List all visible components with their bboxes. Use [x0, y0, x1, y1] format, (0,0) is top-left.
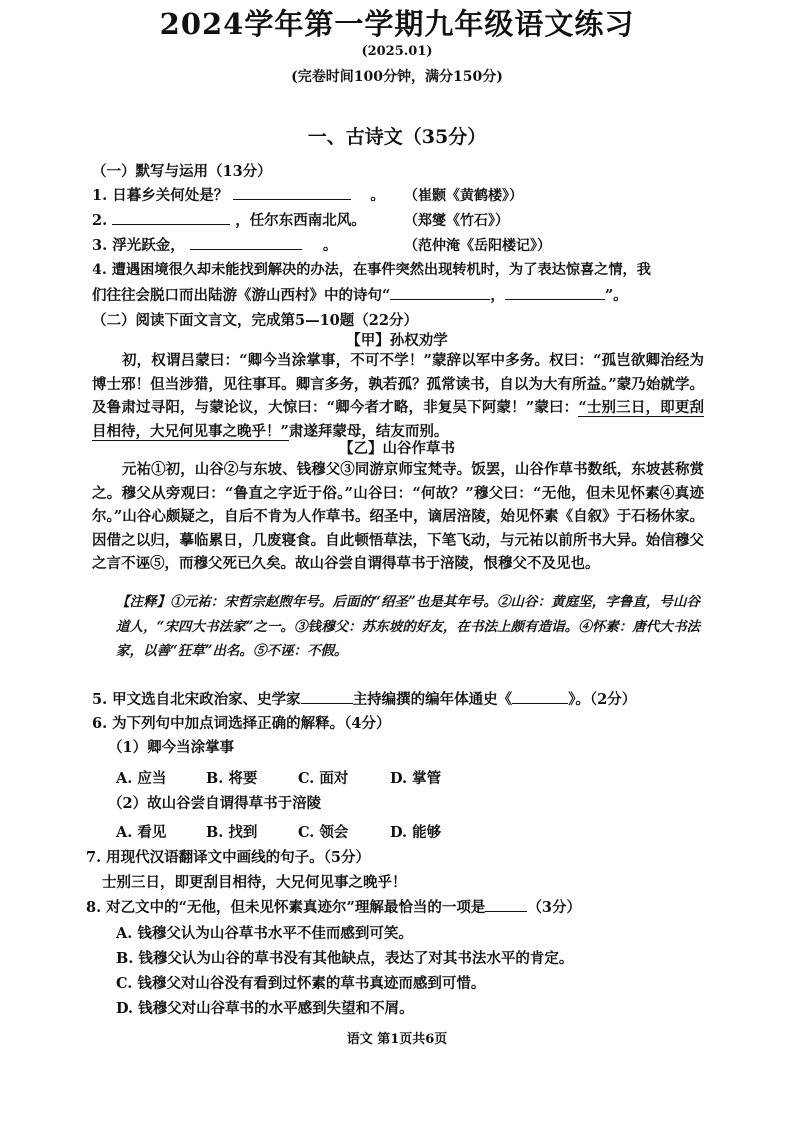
q5-answer-blank-1[interactable]: [301, 689, 353, 704]
q7-sentence: 士别三日，即更刮目相待，大兄何见事之晚乎！: [102, 874, 407, 891]
q6-sub2-option-a[interactable]: A. 看见: [116, 824, 167, 841]
question-6: 6. 为下列句中加点词选择正确的解释。（4分）: [92, 715, 391, 732]
question-2: [92, 209, 366, 230]
question-3: [92, 234, 337, 255]
q8-text-start: 8. 对乙文中的“无他，但未见怀素真迹尔”理解最恰当的一项是: [86, 899, 486, 916]
q1-source: （崔颢《黄鹤楼》）: [404, 188, 523, 204]
q5-answer-blank-2[interactable]: [512, 689, 568, 704]
question-1: [92, 184, 385, 205]
q6-sub2: （2）故山谷尝自谓得草书于涪陵: [108, 795, 322, 812]
q2-text: ，任尔东西南北风。: [235, 212, 366, 229]
q6-sub2-option-b[interactable]: B. 找到: [206, 824, 258, 841]
q3-answer-blank[interactable]: [190, 235, 302, 250]
q5-text-end: 》。（2分）: [568, 691, 637, 708]
question-4-line1: 4. 遭遇困境很久却未能找到解决的办法，在事件突然出现转机时，为了表达惊喜之情，我: [92, 262, 651, 278]
q4-end: ”。: [604, 287, 628, 304]
jia-text-before: 初，权谓吕蒙曰：“卿今当涂掌事，不可不学！”蒙辞以军中多务。权曰：“孤岂欲卿治经为博士邪！但当涉猎，见往事耳。卿言多务，孰若孤？孤常读书，自以为大有所益。”蒙乃始就学。及鲁肃过寻阳，与蒙论议，大惊曰：“卿今者才略，非复吴下阿蒙！”蒙曰：: [92, 352, 704, 416]
q2-source: （郑燮《竹石》）: [404, 213, 509, 229]
q3-text: 浮光跃金，: [112, 237, 185, 254]
q8-answer-blank[interactable]: [485, 897, 527, 912]
exam-info: (完卷时间100分钟，满分150分): [291, 69, 503, 85]
q1-number: 1.: [92, 187, 108, 204]
q6-sub1-options: [116, 767, 441, 788]
q1-text: 日暮乡关何处是？: [112, 187, 229, 204]
q3-source: （范仲淹《岳阳楼记》）: [404, 238, 551, 254]
q8-option-d[interactable]: D. 钱穆父对山谷草书的水平感到失望和不屑。: [116, 1000, 414, 1017]
yi-passage: 元祐①初，山谷②与东坡、钱穆父③同游京师宝梵寺。饭罢，山谷作草书数纸，东坡甚称赏之。穆父从旁观曰：“鲁直之字近于俗。”山谷曰：“何故？”穆父曰：“无他，但未见怀素④真迹尔。”山谷心颇疑之，自后不肯为人作草书。绍圣中，谪居涪陵，始见怀素《自叙》于石杨休家。因借之以归，摹临累日，几废寝食。自此顿悟草法，下笔飞动，与元祐以前所书大异。始信穆父之言不诬⑤，而穆父死已久矣。故山谷尝自谓得草书于涪陵，恨穆父不及见也。: [92, 461, 704, 572]
q8-text-end: （3分）: [527, 899, 581, 916]
q6-sub2-option-d[interactable]: D. 能够: [390, 824, 442, 841]
q4-text: 们往往会脱口而出陆游《游山西村》中的诗句“: [92, 287, 391, 304]
q4-comma: ，: [490, 287, 505, 304]
part2-heading: （二）阅读下面文言文，完成第5—10题（22分）: [92, 312, 418, 329]
q3-end: 。: [322, 237, 338, 254]
q8-option-a[interactable]: A. 钱穆父认为山谷草书水平不佳而感到可笑。: [116, 925, 413, 942]
page-footer: 语文 第1页共6页: [346, 1032, 448, 1047]
q6-sub1-option-c[interactable]: C. 面对: [298, 770, 349, 787]
jia-title: 【甲】孙权劝学: [346, 332, 448, 349]
q6-sub1-option-d[interactable]: D. 掌管: [390, 770, 442, 787]
q1-answer-blank[interactable]: [233, 185, 351, 200]
question-5: [92, 688, 636, 709]
exam-date: (2025.01): [361, 44, 433, 59]
question-7: 7. 用现代汉语翻译文中画线的句子。（5分）: [86, 849, 371, 866]
annotation-notes: 【注释】①元祐：宋哲宗赵煦年号。后面的“绍圣”也是其年号。②山谷：黄庭坚，字鲁直，号山谷道人，“宋四大书法家”之一。③钱穆父：苏东坡的好友，在书法上颇有造诣。④怀素：唐代大书法家，以善“狂草”出名。⑤不诬：不假。: [116, 594, 700, 659]
q8-option-c[interactable]: C. 钱穆父对山谷没有看到过怀素的草书真迹而感到可惜。: [116, 975, 486, 992]
q8-option-b[interactable]: B. 钱穆父认为山谷的草书没有其他缺点，表达了对其书法水平的肯定。: [116, 950, 574, 967]
q3-number: 3.: [92, 237, 108, 254]
q6-sub2-options: [116, 821, 441, 842]
q5-text-start: 5. 甲文选自北宋政治家、史学家: [92, 691, 301, 708]
q1-end: 。: [370, 187, 385, 204]
exam-title: 2024学年第一学期九年级语文练习: [159, 7, 635, 41]
q2-number: 2.: [92, 212, 108, 229]
q6-sub1: （1）卿今当涂掌事: [108, 739, 235, 756]
part1-heading: （一）默写与运用（13分）: [92, 163, 272, 180]
jia-text-after: 肃遂拜蒙母，结友而别。: [288, 422, 449, 440]
jia-passage: [92, 349, 704, 443]
question-8: [86, 896, 581, 917]
q2-answer-blank[interactable]: [112, 210, 230, 225]
question-4-line2: [92, 284, 628, 305]
q6-sub1-option-a[interactable]: A. 应当: [116, 770, 167, 787]
jia-underlined-sentence: “士别三日，即更刮目相待，大兄何见事之晚乎！”: [92, 399, 704, 440]
yi-title: 【乙】山谷作草书: [339, 440, 455, 457]
section-heading: 一、古诗文（35分）: [307, 126, 487, 148]
q6-sub2-option-c[interactable]: C. 领会: [298, 824, 349, 841]
q4-answer-blank-1[interactable]: [390, 285, 490, 300]
q4-answer-blank-2[interactable]: [505, 285, 605, 300]
q5-text-mid: 主持编撰的编年体通史《: [352, 691, 513, 708]
q6-sub1-option-b[interactable]: B. 将要: [206, 770, 258, 787]
